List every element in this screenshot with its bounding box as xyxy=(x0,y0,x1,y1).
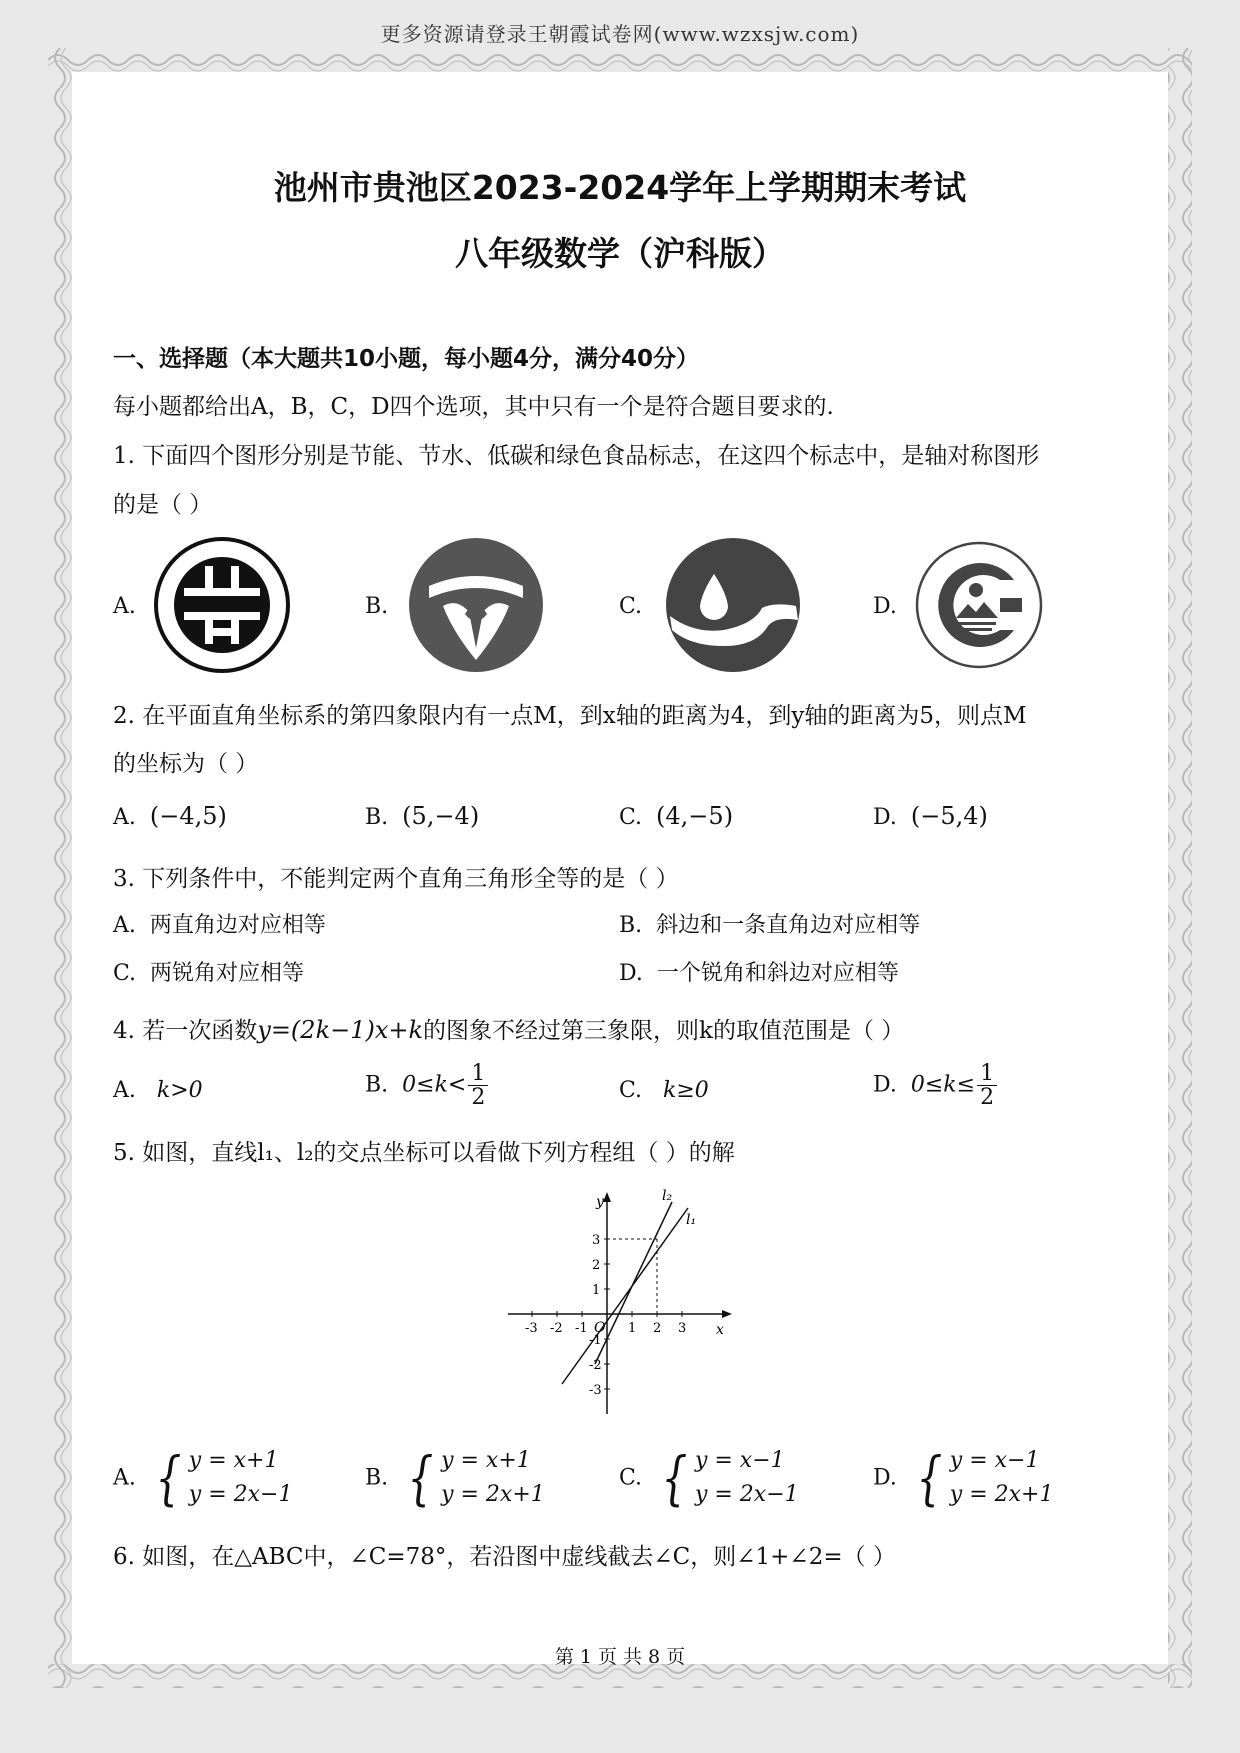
q5-stem: 5. 如图，直线l₁、l₂的交点坐标可以看做下列方程组（ ）的解 xyxy=(113,1140,735,1166)
q2-option-d: D. (−5,4) xyxy=(873,802,988,830)
graph-x-tick: -3 xyxy=(525,1321,538,1336)
graph-y-tick: 2 xyxy=(592,1258,601,1273)
graph-y-tick: -2 xyxy=(589,1358,602,1373)
q2-option-a: A. (−4,5) xyxy=(113,802,227,830)
section-heading: 一、选择题（本大题共10小题，每小题4分，满分40分） xyxy=(113,346,700,372)
q5-coordinate-graph xyxy=(500,1186,740,1416)
graph-l2-label: l₂ xyxy=(662,1188,673,1204)
q2-stem-line2: 的坐标为（ ） xyxy=(113,751,259,777)
graph-x-tick: -1 xyxy=(575,1321,588,1336)
graph-y-axis-label: y xyxy=(596,1194,604,1210)
q5-option-b: B. { y = x+1 y = 2x+1 xyxy=(365,1444,545,1513)
q2-stem-line1: 2. 在平面直角坐标系的第四象限内有一点M，到x轴的距离为4，到y轴的距离为5，则点M xyxy=(113,703,1027,729)
q4-option-d: D. 0≤k≤ $\frac{1}{2}$ xyxy=(873,1062,999,1109)
q1-option-a-label: A. xyxy=(113,594,136,619)
q4-stem: 4. 若一次函数y=(2k−1)x+k的图象不经过第三象限，则k的取值范围是（ ） xyxy=(113,1016,905,1044)
q5-option-d: D. { y = x−1 y = 2x+1 xyxy=(873,1444,1054,1513)
graph-x-tick: 1 xyxy=(628,1321,637,1336)
q3-stem: 3. 下列条件中，不能判定两个直角三角形全等的是（ ） xyxy=(113,866,679,892)
q1-option-c-label: C. xyxy=(619,594,643,619)
q2-option-c: C. (4,−5) xyxy=(619,802,734,830)
graph-l1-label: l₁ xyxy=(686,1212,697,1228)
section-instruction: 每小题都给出A，B，C，D四个选项，其中只有一个是符合题目要求的. xyxy=(113,394,834,420)
q1-stem-line1: 1. 下面四个图形分别是节能、节水、低碳和绿色食品标志，在这四个标志中，是轴对称图形 xyxy=(113,443,1040,469)
q5-option-c: C. { y = x−1 y = 2x−1 xyxy=(619,1444,799,1513)
graph-x-axis-label: x xyxy=(716,1322,724,1338)
graph-x-tick: 3 xyxy=(678,1321,687,1336)
line-l1 xyxy=(562,1208,688,1384)
graph-y-tick: -3 xyxy=(589,1383,602,1398)
q6-stem: 6. 如图，在△ABC中，∠C=78°，若沿图中虚线截去∠C，则∠1+∠2=（ ） xyxy=(113,1544,896,1570)
q3-option-a: A. 两直角边对应相等 xyxy=(113,913,326,938)
energy-saving-logo-icon xyxy=(153,536,291,674)
q5-option-a: A. { y = x+1 y = 2x−1 xyxy=(113,1444,293,1513)
graph-x-tick: 2 xyxy=(653,1321,662,1336)
header-note: 更多资源请登录王朝霞试卷网(www.wzxsjw.com) xyxy=(380,22,860,46)
water-saving-logo-icon xyxy=(407,536,545,674)
low-carbon-logo-icon xyxy=(664,536,802,674)
exam-subtitle: 八年级数学（沪科版） xyxy=(455,234,785,273)
exam-title: 池州市贵池区2023-2024学年上学期期末考试 xyxy=(273,168,967,207)
q1-option-b-label: B. xyxy=(365,594,389,619)
graph-x-tick: -2 xyxy=(550,1321,563,1336)
graph-y-tick: 3 xyxy=(592,1233,601,1248)
graph-y-tick: 1 xyxy=(592,1283,601,1298)
graph-origin-label: O xyxy=(594,1320,606,1336)
green-food-logo-icon xyxy=(914,540,1044,670)
q2-option-b: B. (5,−4) xyxy=(365,802,480,830)
graph-y-tick: -1 xyxy=(589,1333,602,1348)
q3-option-b: B. 斜边和一条直角边对应相等 xyxy=(619,913,921,938)
q4-option-a: A. k>0 xyxy=(113,1078,203,1103)
q4-option-b: B. 0≤k< $\frac{1}{2}$ xyxy=(365,1062,490,1109)
q3-option-c: C. 两锐角对应相等 xyxy=(113,961,305,986)
q1-stem-line2: 的是（ ） xyxy=(113,492,213,518)
q1-option-d-label: D. xyxy=(873,594,897,619)
q4-option-c: C. k≥0 xyxy=(619,1078,709,1103)
page-footer: 第 1 页 共 8 页 xyxy=(554,1646,686,1668)
q3-option-d: D. 一个锐角和斜边对应相等 xyxy=(619,961,899,986)
